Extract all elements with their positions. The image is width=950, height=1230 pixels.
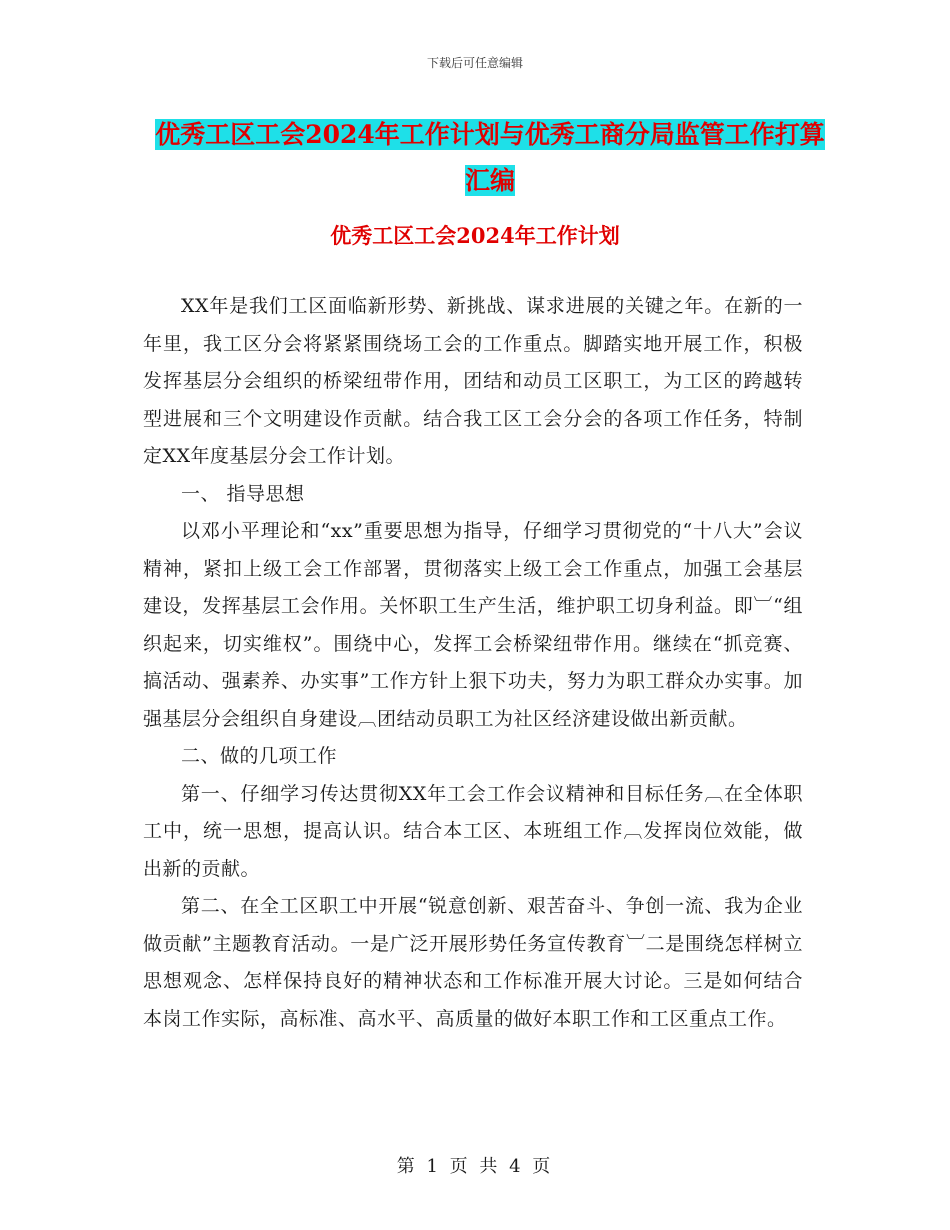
document-title-text: 优秀工区工会2024年工作计划与优秀工商分局监管工作打算汇编: [155, 120, 825, 195]
paragraph-work-item-1: 第一、仔细学习传达贯彻XX年工会工作会议精神和目标任务︹在全体职工中，统一思想，提高认识。结合本工区、本班组工作︹发挥岗位效能，做出新的贡献。: [143, 782, 803, 880]
section-title: 优秀工区工会2024年工作计划: [330, 223, 620, 248]
paragraph-intro: XX年是我们工区面临新形势、新挑战、谋求进展的关键之年。在新的一年里，我工区分会将紧紧围绕场工会的工作重点。脚踏实地开展工作，积极发挥基层分会组织的桥梁纽带作用，团结和动员工区职工，为工区的跨越转型进展和三个文明建设作贡献。结合我工区工会分会的各项工作任务，特制定XX年度基层分会工作计划。: [143, 295, 803, 467]
page-number-footer: 第 1 页 共 4 页: [396, 1156, 554, 1177]
heading-work-items: 二、做的几项工作: [181, 745, 338, 767]
heading-guiding-thought: 一、 指导思想: [181, 482, 305, 505]
paragraph-guiding-thought: 以邓小平理论和“xx”重要思想为指导，仔细学习贯彻党的“十八大”会议精神，紧扣上级工会工作部署，贯彻落实上级工会工作重点，加强工会基层建设，发挥基层工会作用。关怀职工生产生活，维护职工切身利益。即︺“组织起来，切实维权”。围绕中心，发挥工会桥梁纽带作用。继续在“抓竞赛、搞活动、强素养、办实事”工作方针上狠下功夫，努力为职工群众办实事。加强基层分会组织自身建设︹团结动员职工为社区经济建设做出新贡献。: [143, 520, 803, 730]
paragraph-work-item-2: 第二、在全工区职工中开展“锐意创新、艰苦奋斗、争创一流、我为企业做贡献”主题教育活动。一是广泛开展形势任务宣传教育︺二是围绕怎样树立思想观念、怎样保持良好的精神状态和工作标准开展大讨论。三是如何结合本岗工作实际，高标准、高水平、高质量的做好本职工作和工区重点工作。: [143, 895, 803, 1030]
document-title: [150, 112, 830, 204]
document-body: [143, 288, 803, 1038]
header-note: 下载后可任意编辑: [426, 56, 523, 70]
